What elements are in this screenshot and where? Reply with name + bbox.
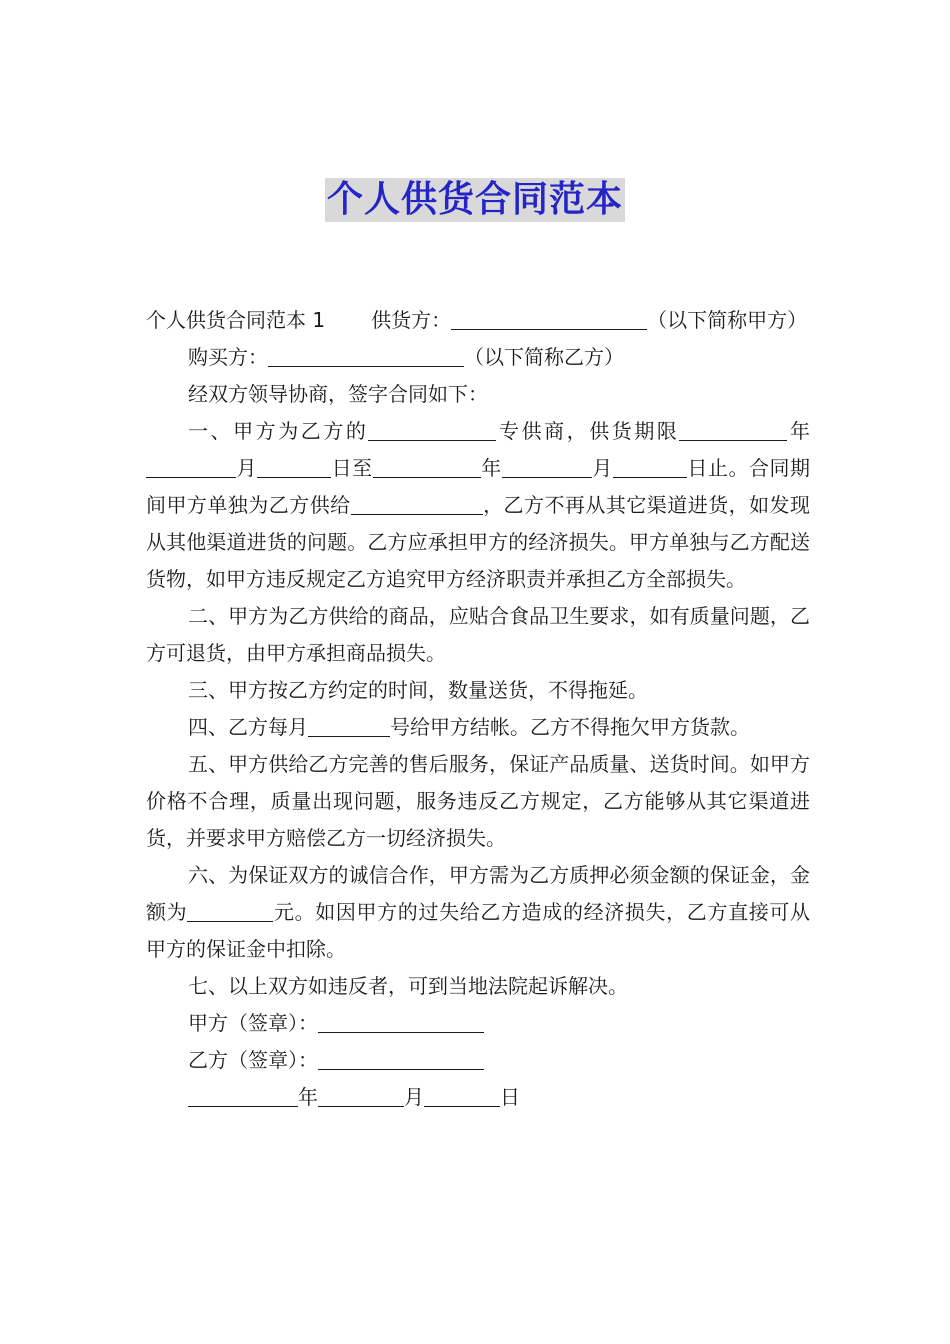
paragraph-agreement: 经双方领导协商，签字合同如下：: [188, 382, 488, 406]
clause-1-text: 一、甲方为乙方的: [188, 419, 369, 443]
buyer-blank[interactable]: [268, 344, 464, 367]
contract-heading-text: 个人供货合同范本 1: [146, 308, 326, 332]
clause-1-text: 专供商，供货期限: [496, 419, 680, 443]
paragraph-intro: [146, 302, 810, 339]
clause-1-text: 日止。合同期间甲方单独为乙方供给: [146, 456, 811, 517]
date-day-blank[interactable]: [424, 1084, 500, 1107]
clause-6-text: 元。如因甲方的过失给乙方造成的经济损失，乙方直接可从甲方的保证金中扣除。: [146, 900, 811, 961]
clause-1-text: 月: [236, 456, 258, 480]
clause-1-text: 年: [480, 456, 502, 480]
party-b-signature-label: 乙方（签章）：: [188, 1048, 318, 1072]
start-year-blank[interactable]: [146, 455, 236, 478]
paragraph-clause-4: [146, 709, 810, 746]
date-year-blank[interactable]: [188, 1084, 298, 1107]
party-b-signature-blank[interactable]: [318, 1047, 484, 1070]
date-day-label: 日: [500, 1085, 520, 1109]
paragraph-clause-1: [146, 413, 810, 598]
paragraph-clause-3: 三、甲方按乙方约定的时间，数量送货，不得拖延。: [188, 678, 648, 702]
clause-1-text: 年: [787, 419, 811, 443]
paragraph-clause-2: 二、甲方为乙方供给的商品，应贴合食品卫生要求，如有质量问题，乙方可退货，由甲方承担商品损失。: [146, 604, 810, 665]
contract-body: [146, 302, 810, 1116]
end-month-blank[interactable]: [502, 455, 592, 478]
paragraph-clause-5: 五、甲方供给乙方完善的售后服务，保证产品质量、送货时间。如甲方价格不合理，质量出现问题，服务违反乙方规定，乙方能够从其它渠道进货，并要求甲方赔偿乙方一切经济损失。: [146, 752, 810, 850]
end-year-blank[interactable]: [373, 455, 481, 478]
clause-4-text: 号给甲方结帐。乙方不得拖欠甲方货款。: [390, 715, 750, 739]
supplier-blank[interactable]: [451, 307, 647, 330]
supply-item-blank[interactable]: [351, 492, 483, 515]
clause-6-text: 六、为保证双方的诚信合作，甲方需为乙方质押必须金额的保证金，金额为: [146, 863, 810, 924]
clause-1-text: 日至: [331, 456, 373, 480]
deposit-amount-blank[interactable]: [187, 899, 273, 922]
party-a-signature-label: 甲方（签章）：: [188, 1011, 318, 1035]
date-year-label: 年: [298, 1085, 318, 1109]
clause-4-text: 四、乙方每月: [188, 715, 308, 739]
paragraph-buyer: [146, 339, 810, 376]
title-container: [0, 178, 950, 222]
exclusive-item-blank[interactable]: [368, 418, 496, 441]
clause-1-text: 月: [591, 456, 613, 480]
supplier-note: （以下简称甲方）: [647, 308, 808, 332]
buyer-note: （以下简称乙方）: [464, 345, 624, 369]
period-blank[interactable]: [679, 418, 787, 441]
start-month-blank[interactable]: [257, 455, 331, 478]
end-day-blank[interactable]: [613, 455, 687, 478]
paragraph-clause-6: [146, 857, 810, 968]
paragraph-clause-7: 七、以上双方如违反者，可到当地法院起诉解决。: [188, 974, 628, 998]
document-title: 个人供货合同范本: [326, 179, 623, 220]
signature-party-a: [146, 1005, 810, 1042]
date-month-blank[interactable]: [318, 1084, 404, 1107]
buyer-label: 购买方：: [188, 345, 268, 369]
signature-party-b: [146, 1042, 810, 1079]
date-month-label: 月: [404, 1085, 424, 1109]
clause-1-text: ，乙方不再从其它渠道进货，如发现从其他渠道进货的问题。乙方应承担甲方的经济损失。甲方单独与乙方配送货物，如甲方违反规定乙方追究甲方经济职责并承担乙方全部损失。: [146, 493, 811, 591]
supplier-label: 供货方：: [371, 308, 452, 332]
settlement-day-blank[interactable]: [308, 714, 390, 737]
party-a-signature-blank[interactable]: [318, 1010, 484, 1033]
signature-date: [146, 1079, 810, 1116]
